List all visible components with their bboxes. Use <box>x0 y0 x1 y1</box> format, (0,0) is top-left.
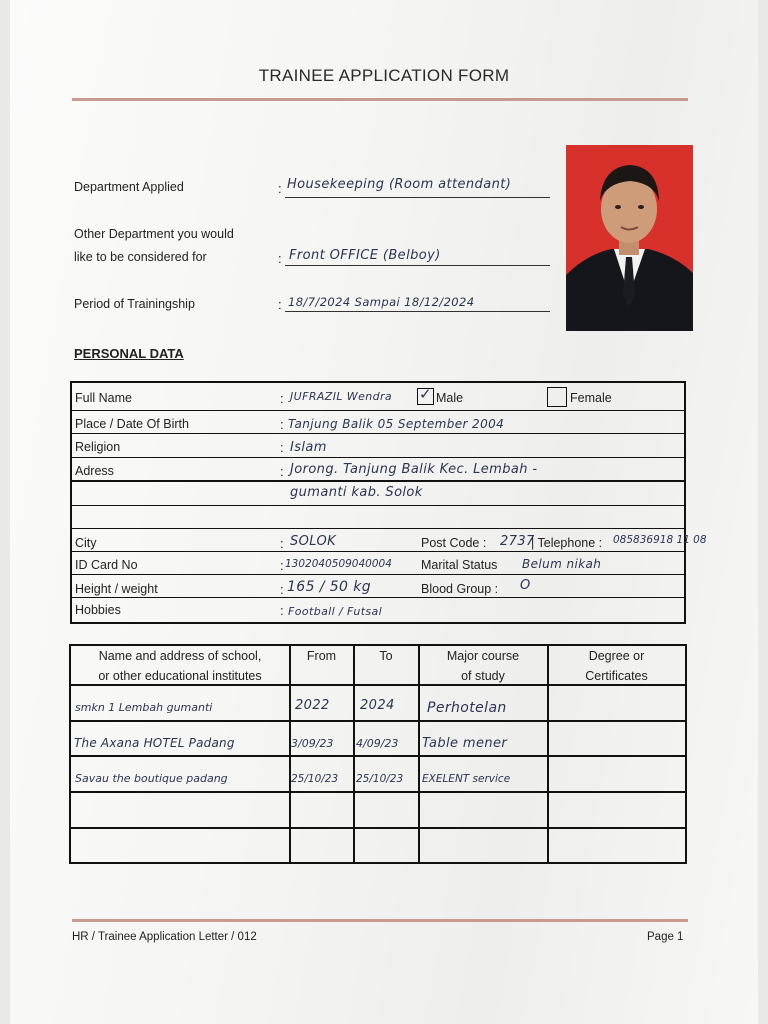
edu-row-3-major[interactable]: EXELENT service <box>422 773 511 785</box>
header-degree-line-2: Certificates <box>585 669 648 683</box>
applicant-photo-illustration <box>566 145 693 331</box>
footer-reference: HR / Trainee Application Letter / 012 <box>72 931 257 943</box>
hobbies-label: Hobbies <box>75 603 121 617</box>
pob-label: Place / Date Of Birth <box>75 417 189 431</box>
other-department-label-1: Other Department you would <box>74 227 234 241</box>
underline <box>285 311 550 312</box>
header-major-line-2: of study <box>461 669 505 683</box>
row-hobbies <box>72 597 684 622</box>
colon: : <box>280 582 284 597</box>
postcode-value[interactable]: 2737 <box>500 534 535 549</box>
personal-data-table <box>70 381 707 624</box>
header-major <box>419 646 547 686</box>
department-label: Department Applied <box>74 180 184 194</box>
row-divider <box>71 755 685 757</box>
header-degree <box>548 646 685 686</box>
page-number: Page 1 <box>647 931 684 943</box>
edu-row-3-to[interactable]: 25/10/23 <box>356 773 404 785</box>
city-label: City <box>75 536 97 550</box>
idcard-label: ID Card No <box>75 558 138 572</box>
row-address <box>72 457 684 506</box>
personal-data-heading: PERSONAL DATA <box>74 346 184 361</box>
colon: : <box>280 417 284 432</box>
other-department-value[interactable]: Front OFFICE (Belboy) <box>289 248 441 263</box>
underline <box>285 265 550 266</box>
edu-row-3-school[interactable]: Savau the boutique padang <box>75 772 228 785</box>
religion-value[interactable]: Islam <box>290 440 327 455</box>
colon: : <box>278 181 282 196</box>
row-birth <box>72 410 684 434</box>
height-value[interactable]: 165 / 50 kg <box>287 579 371 595</box>
address-line-2[interactable]: gumanti kab. Solok <box>290 485 423 500</box>
form-title: TRAINEE APPLICATION FORM <box>258 66 510 85</box>
department-value[interactable]: Housekeeping (Room attendant) <box>287 177 512 192</box>
telephone-value[interactable]: 085836918 11 08 <box>613 534 707 546</box>
applicant-photo <box>566 145 693 331</box>
colon: : <box>280 464 284 479</box>
edu-row-2-from[interactable]: 3/09/23 <box>291 737 334 750</box>
other-department-label-2: like to be considered for <box>74 250 207 264</box>
column-divider <box>289 646 291 862</box>
row-divider <box>71 791 685 793</box>
edu-row-2-major[interactable]: Table mener <box>422 736 508 751</box>
edu-row-3-from[interactable]: 25/10/23 <box>291 773 339 785</box>
colon: : <box>280 536 284 551</box>
male-checkbox[interactable] <box>417 385 434 405</box>
city-value[interactable]: SOLOK <box>290 534 337 549</box>
period-label: Period of Trainingship <box>74 297 195 311</box>
male-label: Male <box>436 391 464 405</box>
height-label: Height / weight <box>75 582 158 596</box>
telephone-label: | Telephone : <box>531 536 603 550</box>
edu-row-1-from[interactable]: 2022 <box>295 698 330 713</box>
row-divider <box>71 720 685 722</box>
postcode-label: Post Code : <box>421 536 487 550</box>
edu-row-1-school[interactable]: smkn 1 Lembah gumanti <box>75 701 213 714</box>
address-label: Adress <box>75 464 114 478</box>
top-divider <box>72 98 688 101</box>
colon: : <box>280 558 284 573</box>
colon: : <box>278 251 282 266</box>
row-full-name <box>72 383 684 411</box>
blood-value[interactable]: O <box>520 578 531 593</box>
colon: : <box>280 391 284 406</box>
header-from: From <box>306 649 337 663</box>
row-divider <box>72 480 684 482</box>
full-name-label: Full Name <box>75 391 132 405</box>
underline <box>285 197 550 198</box>
idcard-value[interactable]: 1302040509040004 <box>285 558 392 570</box>
edu-row-2-to[interactable]: 4/09/23 <box>356 737 399 750</box>
hobbies-value[interactable]: Football / Futsal <box>288 605 383 618</box>
blood-label: Blood Group : <box>421 582 499 596</box>
period-value[interactable]: 18/7/2024 Sampai 18/12/2024 <box>288 295 475 309</box>
edu-row-1-to[interactable]: 2024 <box>360 698 395 713</box>
marital-label: Marital Status <box>421 558 498 572</box>
female-label: Female <box>570 391 612 405</box>
edu-row-2-school[interactable]: The Axana HOTEL Padang <box>74 736 235 750</box>
row-divider <box>71 827 685 829</box>
religion-label: Religion <box>75 440 121 454</box>
row-id-card <box>72 551 684 575</box>
row-city <box>72 528 707 552</box>
header-to: To <box>379 649 393 663</box>
row-religion <box>72 433 684 458</box>
row-height-weight <box>72 574 684 598</box>
colon: : <box>280 603 284 618</box>
header-school-line-1: Name and address of school, <box>98 649 262 663</box>
header-school-line-2: or other educational institutes <box>98 669 262 683</box>
edu-row-1-major[interactable]: Perhotelan <box>427 700 507 716</box>
check-mark-icon: ✓ <box>419 385 432 403</box>
colon: : <box>280 440 284 455</box>
full-name-value[interactable]: JUFRAZIL Wendra <box>290 390 393 403</box>
pob-value[interactable]: Tanjung Balik 05 September 2004 <box>288 417 505 431</box>
address-line-1[interactable]: Jorong. Tanjung Balik Kec. Lembah - <box>290 462 538 477</box>
marital-value[interactable]: Belum nikah <box>522 557 602 571</box>
row-blank <box>72 505 684 529</box>
bottom-divider <box>72 919 688 922</box>
header-major-line-1: Major course <box>446 649 520 663</box>
female-checkbox[interactable] <box>547 387 567 407</box>
education-table <box>69 644 687 864</box>
column-divider <box>353 646 355 862</box>
header-school <box>71 646 289 686</box>
header-degree-line-1: Degree or <box>588 649 645 663</box>
colon: : <box>278 297 282 312</box>
